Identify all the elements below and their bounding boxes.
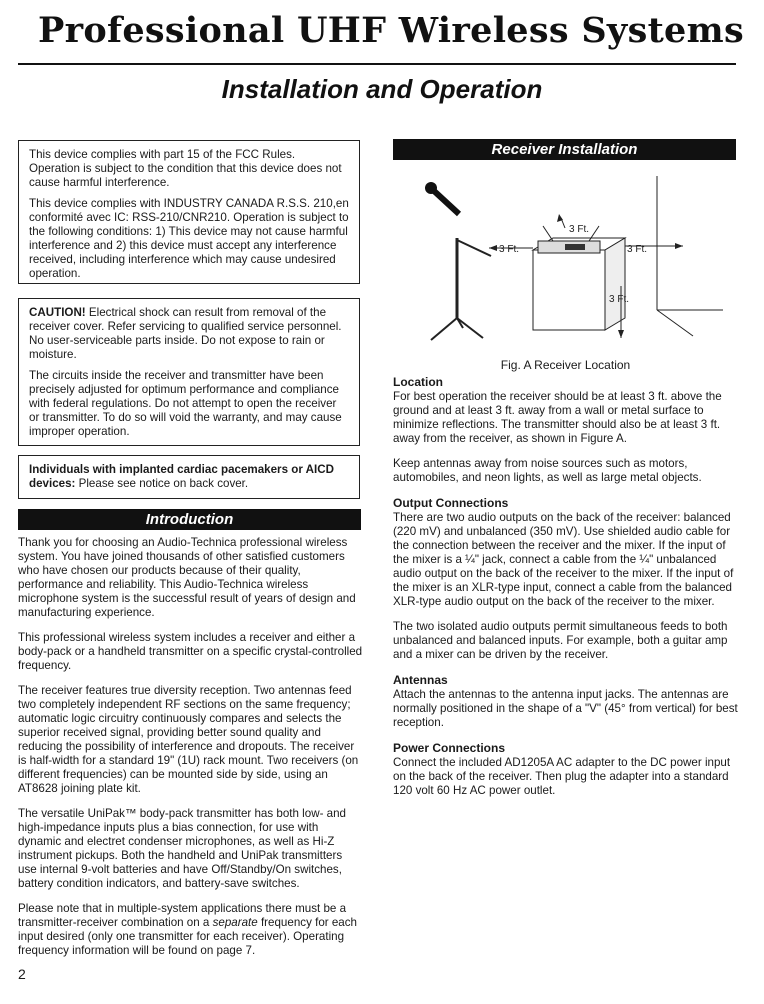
fig-label-right: 3 Ft. <box>627 244 648 255</box>
fig-label-top: 3 Ft. <box>569 224 590 235</box>
receiver-cabinet-icon <box>533 226 625 330</box>
intro-p5 <box>18 902 364 958</box>
output-p2: The two isolated audio outputs permit simultaneous feeds to both unbalanced and balanced inputs. For example, both a guitar amp and a mixer can be driven by the receiver. <box>393 620 728 661</box>
pacemaker-text <box>29 463 349 491</box>
intro-p1: Thank you for choosing an Audio-Technica professional wireless system. You have joined thousands of other satisfied customers who have chosen our products because of their quality, performance and reliability. This Audio-Technica wireless microphone system is the successful result of years of design and manufacturing experience. <box>18 536 356 619</box>
pacemaker-lead: Individuals with implanted cardiac pacemakers or AICD devices: <box>29 463 334 490</box>
header-rule <box>18 63 736 65</box>
output-p1: There are two audio outputs on the back of the receiver: balanced (220 mV) and unbalanced (350 mV). Use shielded audio cable for the connection between the receiver and the mixer. If the input of the mixer is a ¼" jack, connect a cable from the ¼" unbalanced audio output on the back of the receiver to the mixer. If the input of the mixer is an XLR-type input, connect a cable from the balanced XLR-type audio output on the back of the receiver to the mixer. <box>393 511 734 608</box>
page-number: 2 <box>18 966 26 982</box>
intro-p2: This professional wireless system includes a receiver and either a body-pack or a handheld transmitter on a specific crystal-controlled frequency. <box>18 631 363 672</box>
location-heading: Location <box>393 375 443 389</box>
intro-p3: The receiver features true diversity reception. Two antennas feed two completely independent RF sections on the same frequency; automatic logic circuitry continuously compares and selects the superior received signal, providing better sound quality and reducing the possibility of interference and dropouts. The receiver is half-width for a standard 19" (1U) rack mount. Two receivers (on different frequencies) can be mounted side by side, using an AT8628 joining plate kit. <box>18 684 359 795</box>
intro-p5-emphasis: separate <box>212 916 258 929</box>
power-connections-heading: Power Connections <box>393 741 506 755</box>
output-connections-heading: Output Connections <box>393 496 509 510</box>
receiver-location-figure <box>393 168 738 353</box>
caution-lead: CAUTION! <box>29 306 86 319</box>
introduction-section <box>18 536 364 969</box>
location-p1: For best operation the receiver should be at least 3 ft. above the ground and at least 3 ft. away from a wall or metal surface to minimize reflections. The transmitter should also be at least 3 ft. away from the receiver, as shown in Figure A. <box>393 390 722 445</box>
fig-label-bottom: 3 Ft. <box>609 294 630 305</box>
receiver-installation-heading: Receiver Installation <box>393 139 736 160</box>
caution-p1-text: Electrical shock can result from removal of the receiver cover. Refer servicing to qualified service personnel. No user-serviceable parts inside. Do not expose to rain or moisture. <box>29 306 342 361</box>
antennas-p1: Attach the antennas to the antenna input jacks. The antennas are normally positioned in the shape of a "V" (45° from vertical) for best reception. <box>393 688 738 729</box>
intro-p5-a: Please note that in multiple-system applications there must be a transmitter-receiver combination on a <box>18 902 347 929</box>
caution-box <box>18 298 360 446</box>
caution-p1 <box>29 306 349 362</box>
figure-caption: Fig. A Receiver Location <box>500 358 631 372</box>
pacemaker-note: Please see notice on back cover. <box>75 477 249 490</box>
intro-p5-b: frequency for each input desired (only one transmitter for each receiver). Operating frequency information will be found on page 7. <box>18 916 357 957</box>
antennas-heading: Antennas <box>393 673 448 687</box>
microphone-stand-icon <box>425 182 491 340</box>
page-title: Professional UHF Wireless Systems <box>38 10 744 51</box>
location-p2: Keep antennas away from noise sources such as motors, automobiles, and neon lights, as well as large metal objects. <box>393 457 702 484</box>
fcc-notice-p2: This device complies with INDUSTRY CANADA R.S.S. 210,en conformité avec IC: RSS-210/CNR210. Operation is subject to the following conditions: 1) This device may not cause harmful interference and 2) this device must accept any interference received, including interference which may cause undesired operation. <box>29 197 349 280</box>
pacemaker-box <box>18 455 360 499</box>
fcc-notice-box <box>18 140 360 284</box>
caution-p2: The circuits inside the receiver and transmitter have been precisely adjusted for optimum performance and compliance with federal regulations. Do not attempt to open the receiver or transmitter. To do so will void the warranty, and may cause improper operation. <box>29 369 342 438</box>
intro-p4: The versatile UniPak™ body-pack transmitter has both low- and high-impedance inputs plus a bias connection, for use with dynamic and electret condenser microphones, as well as Hi-Z instrument pickups. Both the handheld and UniPak transmitters use internal 9-volt batteries and have Off/Standby/On switches, battery condition indicators, and battery-save switches. <box>18 807 346 890</box>
introduction-heading: Introduction <box>18 509 361 530</box>
page-subtitle: Installation and Operation <box>221 74 543 104</box>
power-p1: Connect the included AD1205A AC adapter to the DC power input on the back of the receiver. Then plug the adapter into a standard 120 volt 60 Hz AC power outlet. <box>393 756 731 797</box>
receiver-installation-section <box>393 375 739 809</box>
fig-label-left: 3 Ft. <box>499 244 520 255</box>
fcc-notice-p1: This device complies with part 15 of the FCC Rules. Operation is subject to the condition that this device does not cause harmful interference. <box>29 148 342 189</box>
